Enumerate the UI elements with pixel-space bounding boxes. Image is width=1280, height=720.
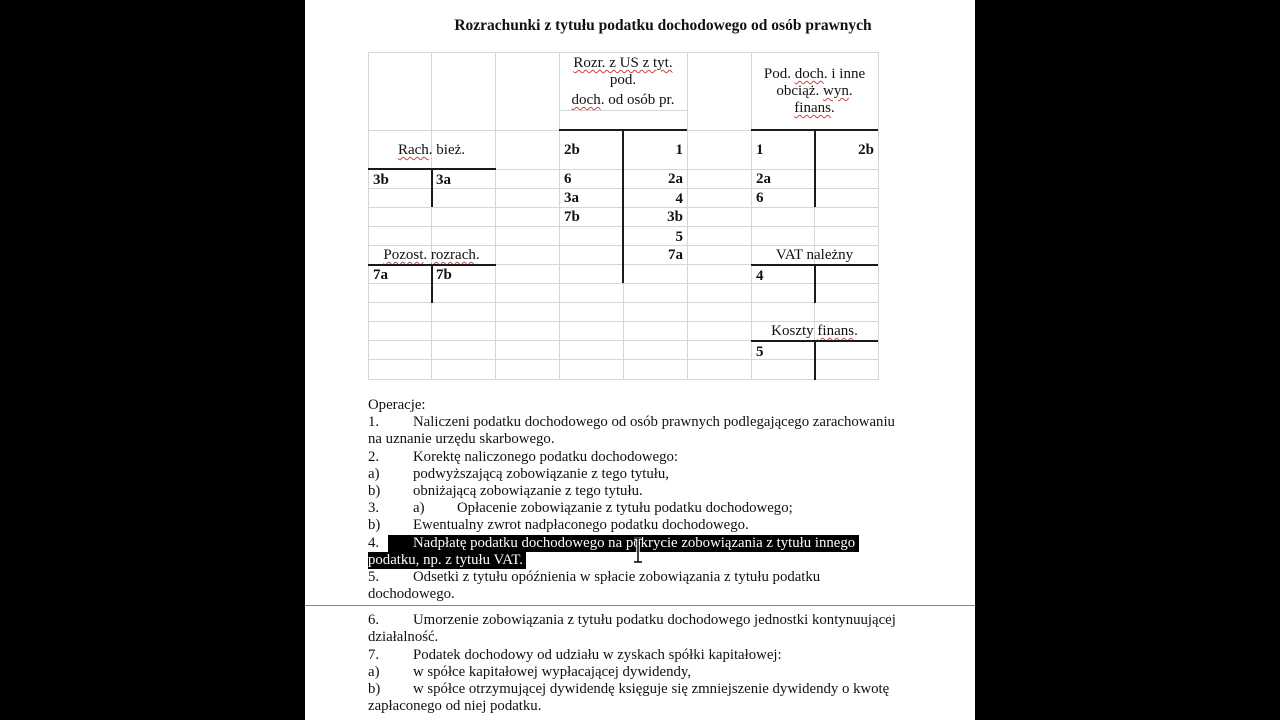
pod-doch-credit-1: 2b <box>858 142 874 158</box>
vat-label: VAT należny <box>775 247 854 263</box>
rozr-us-label-line1: Rozr. z US z tyt. <box>573 55 673 71</box>
op-5-cont: dochodowego. <box>368 586 455 603</box>
op-3a: 3. a) Opłacenie zobowiązanie z tytułu podatku dochodowego; <box>368 500 793 517</box>
koszty-label-b: finans <box>817 323 855 339</box>
op-5: 5. Odsetki z tytułu opóźnienia w spłacie zobowiązania z tytułu podatku <box>368 568 821 585</box>
page-break-divider <box>305 605 975 606</box>
rozr-us-label-line3a: doch <box>571 92 601 108</box>
rozr-us-label-line3b: . od osób pr. <box>600 92 675 108</box>
rozr-us-debit-4: 7b <box>564 209 580 225</box>
pozost-label-c: rozrach <box>430 247 476 263</box>
document-page <box>305 0 975 720</box>
pozost-label-a: Pozost <box>383 247 424 263</box>
pod-doch-label-1a: Pod. <box>763 66 795 82</box>
rozr-us-credit-2: 2a <box>668 171 683 187</box>
pod-doch-label-1c: . i inne <box>823 66 866 82</box>
koszty-debit-1: 5 <box>756 344 764 360</box>
op-7b: b) w spółce otrzymującej dywidendę księguje się zmniejszenie dywidendy o kwotę <box>368 681 890 697</box>
vat-debit-1: 4 <box>756 268 764 284</box>
pod-doch-label-3b: . <box>830 100 835 116</box>
rozr-us-credit-6: 7a <box>668 247 683 263</box>
selected-text-highlight-cont[interactable]: podatku, np. z tytułu VAT. <box>368 552 526 569</box>
op-3b: b) Ewentualny zwrot nadpłaconego podatku dochodowego. <box>368 517 749 534</box>
op-2: 2. Korektę naliczonego podatku dochodowego: <box>368 448 679 465</box>
pod-doch-label-2c: . <box>848 83 853 99</box>
rozr-us-credit-5: 5 <box>675 229 683 245</box>
op-7b-cont: zapłaconego od niej podatku. <box>368 698 542 715</box>
rach-biez-label-b: . bież. <box>428 142 466 158</box>
rach-biez-debit-1: 3b <box>373 172 389 188</box>
koszty-label-a: Koszty <box>771 323 818 339</box>
pod-doch-debit-1: 1 <box>756 142 764 158</box>
op-4-cont[interactable] <box>368 552 953 569</box>
op-7a: a) w spółce kapitałowej wypłacającej dywidendy, <box>368 663 692 680</box>
op-1-cont: na uznanie urzędu skarbowego. <box>368 431 555 448</box>
rozr-us-debit-1: 2b <box>564 142 580 158</box>
op-6: 6. Umorzenie zobowiązania z tytułu podatku dochodowego jednostki kontynuującej <box>368 612 896 629</box>
rozr-us-label-line2: pod. <box>609 72 637 88</box>
pod-doch-label-2a: obciąż. <box>776 83 824 99</box>
rozr-us-credit-3: 4 <box>675 191 683 207</box>
op-6-cont: działalność. <box>368 629 439 646</box>
pozost-label-b: . <box>423 247 431 263</box>
op-4[interactable]: 4. Nadpłatę podatku dochodowego na pokrycie zobowiązania z tytułu innego <box>368 535 953 552</box>
koszty-label-c: . <box>854 323 858 339</box>
document-title: Rozrachunki z tytułu podatku dochodowego od osób prawnych <box>454 17 872 34</box>
pod-doch-label-1b: doch <box>794 66 824 82</box>
pozost-credit-1: 7b <box>436 267 452 283</box>
pozost-label-d: . <box>475 247 480 263</box>
operations-list <box>368 397 953 715</box>
t-accounts-table <box>368 52 878 380</box>
selected-text-highlight[interactable]: Nadpłatę podatku dochodowego na pokrycie zobowiązania z tytułu innego <box>388 535 859 552</box>
rozr-us-credit-4: 3b <box>667 209 683 225</box>
op-2b: b) obniżającą zobowiązanie z tego tytułu. <box>368 482 643 499</box>
pod-doch-debit-3: 6 <box>756 190 764 206</box>
pod-doch-label-3a: finans <box>794 100 831 116</box>
rozr-us-credit-1: 1 <box>675 142 683 158</box>
rozr-us-debit-3: 3a <box>564 190 579 206</box>
rozr-us-debit-2: 6 <box>564 171 572 187</box>
pod-doch-label-2b: wyn <box>823 83 849 99</box>
op-2a: a) podwyższającą zobowiązanie z tego tytułu, <box>368 465 669 482</box>
rach-biez-label-a: Rach <box>397 142 429 158</box>
pozost-debit-1: 7a <box>373 267 388 283</box>
op-1: 1. Naliczeni podatku dochodowego od osób prawnych podlegającego zarachowaniu <box>368 414 895 431</box>
pod-doch-debit-2: 2a <box>756 171 771 187</box>
rach-biez-credit-1: 3a <box>436 172 451 188</box>
text-cursor-icon <box>633 537 643 563</box>
op-7: 7. Podatek dochodowy od udziału w zyskach spółki kapitałowej: <box>368 646 782 663</box>
operations-header: Operacje: <box>368 397 426 413</box>
